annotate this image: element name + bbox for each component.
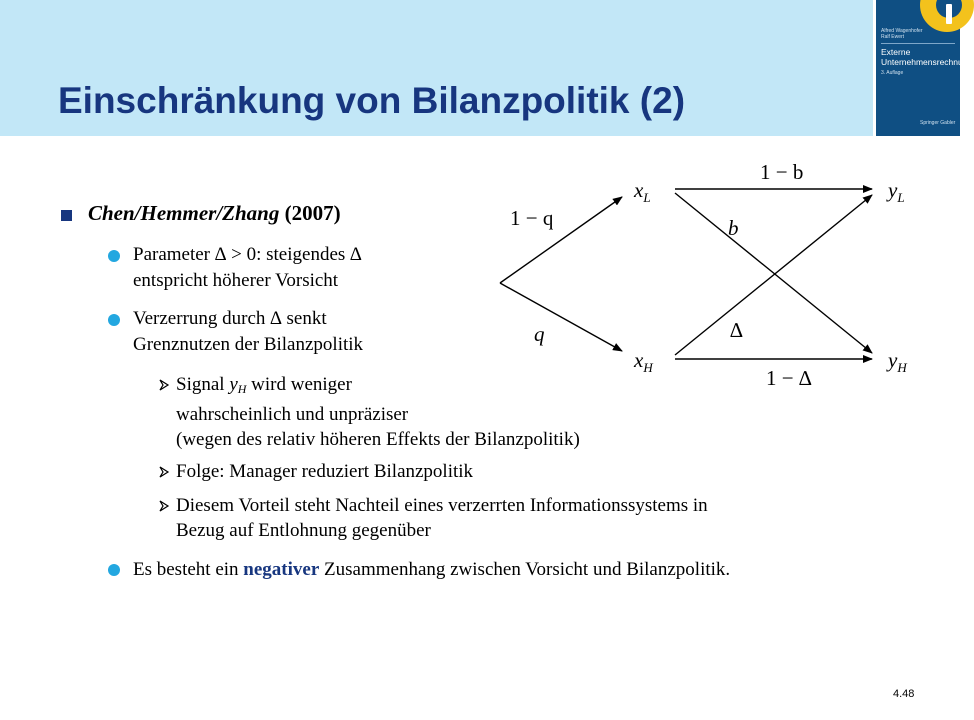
label-q: q — [534, 322, 545, 346]
level1-item — [88, 201, 341, 226]
label-one-minus-b: 1 − b — [760, 160, 804, 184]
bullet-zusammenhang: Es besteht ein negativer Zusammenhang zwischen Vorsicht und Bilanzpolitik. — [133, 559, 731, 580]
label-b: b — [728, 216, 739, 240]
bullet-parameter: Parameter ∆ > 0: steigendes ∆ entspricht höherer Vorsicht — [133, 244, 362, 291]
book-cover — [873, 0, 973, 136]
dot-bullet-icon — [108, 250, 120, 262]
label-delta: ∆ — [730, 318, 743, 342]
node-yH: $y_H$ — [888, 348, 907, 375]
arrow-bullet-icon — [157, 378, 171, 392]
citation-authors: Chen/Hemmer/Zhang — [88, 201, 280, 225]
book-title: Externe Unternehmensrechnung — [881, 47, 973, 67]
node-xH: $x_H$ — [634, 348, 653, 375]
subitem-signal: Signal $y_H$ wird weniger wahrscheinlich und unpräziser (wegen des relativ höheren Effekts der Bilanzpolitik) — [176, 374, 580, 450]
book-publisher: Springer Gabler — [920, 120, 956, 126]
citation-year: (2007) — [279, 201, 341, 225]
subitem-vorteil: Diesem Vorteil steht Nachteil eines verzerrten Informationssystems in Bezug auf Entlohnung gegenüber — [176, 495, 708, 541]
dot-bullet-icon — [108, 314, 120, 326]
label-one-minus-q: 1 − q — [510, 206, 554, 230]
signal-tree-diagram — [490, 155, 930, 395]
subitem-folge: Folge: Manager reduziert Bilanzpolitik — [176, 461, 474, 482]
page-number: 4.48 — [893, 688, 915, 700]
bullet-verzerrung: Verzerrung durch ∆ senkt Grenznutzen der Bilanzpolitik — [133, 308, 364, 355]
arrow-bullet-icon — [157, 465, 171, 479]
dot-bullet-icon — [108, 564, 120, 576]
arrow-bullet-icon — [157, 499, 171, 513]
label-one-minus-delta: 1 − ∆ — [766, 366, 812, 390]
slide-title: Einschränkung von Bilanzpolitik (2) — [58, 80, 686, 121]
node-xL: $x_L$ — [634, 178, 651, 205]
square-bullet-icon — [61, 210, 72, 221]
book-authors: Alfred Wagenhofer Ralf Ewert — [881, 28, 923, 40]
node-yL: $y_L$ — [888, 178, 905, 205]
book-edition: 3. Auflage — [881, 70, 904, 76]
edge-root-xH — [500, 283, 622, 351]
edge-xL-yH — [675, 193, 872, 353]
edge-xH-yL — [675, 195, 872, 355]
